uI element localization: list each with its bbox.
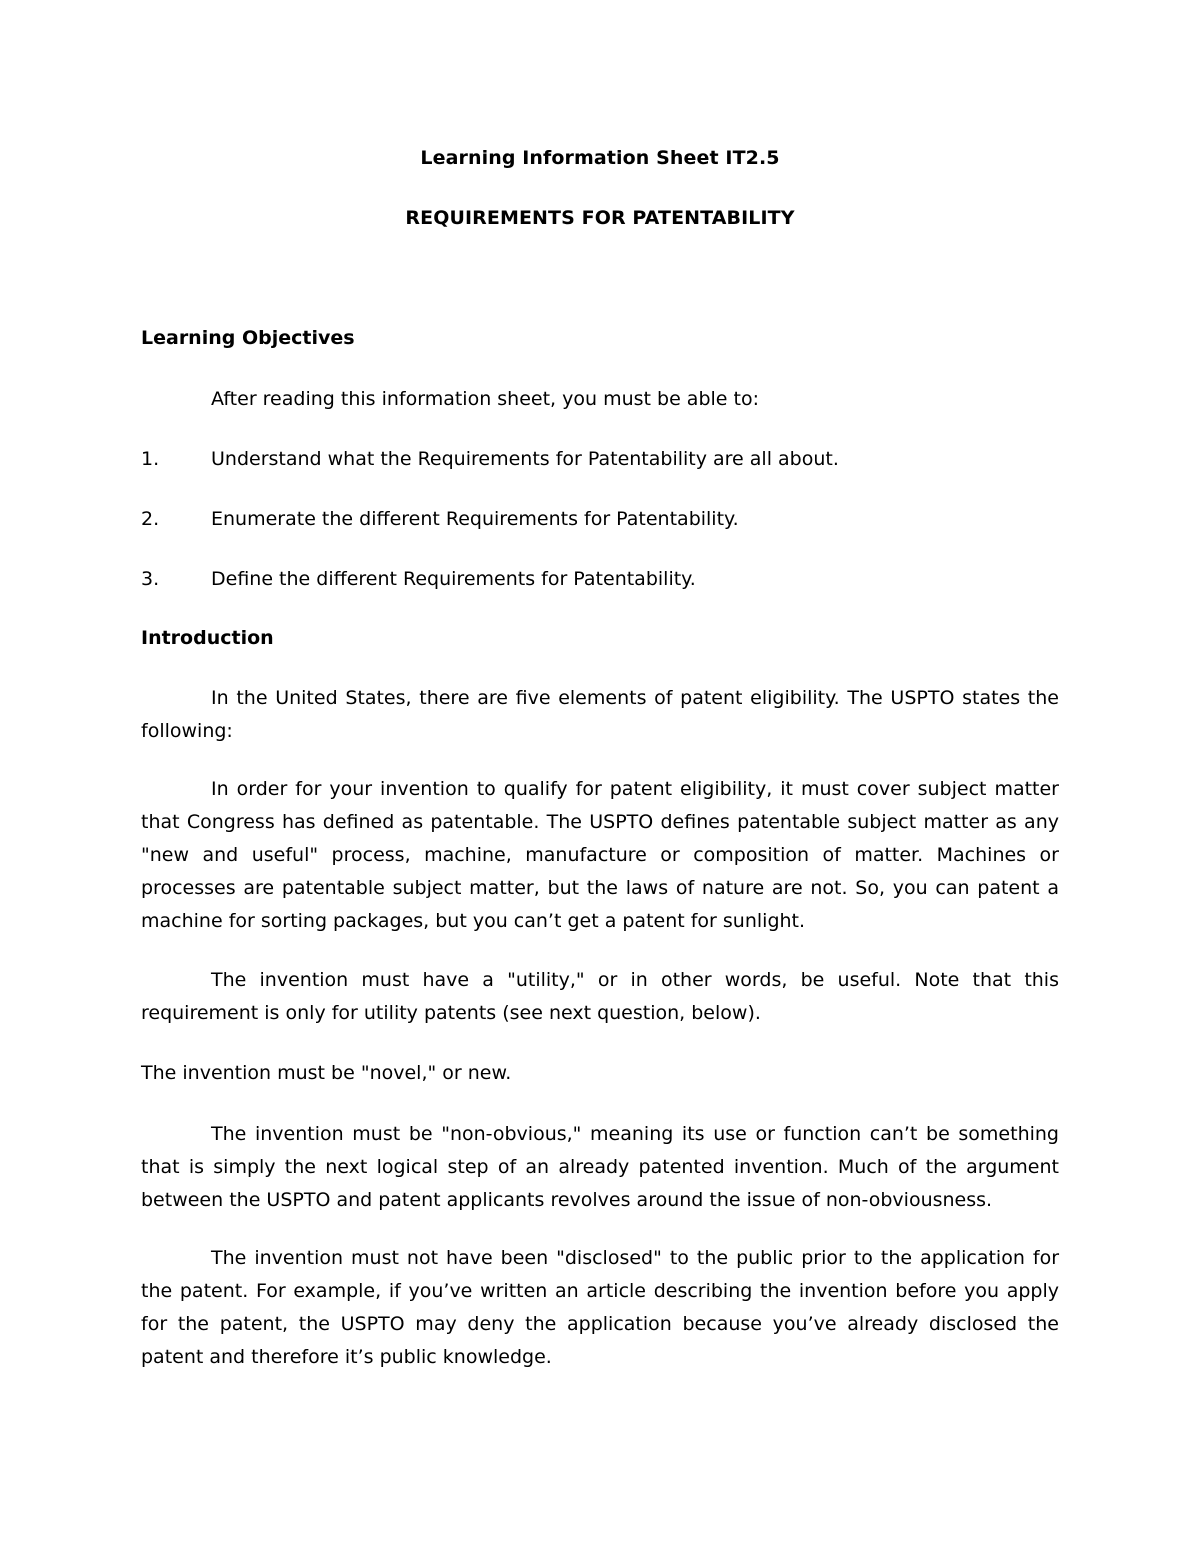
topic-title: REQUIREMENTS FOR PATENTABILITY [405, 207, 795, 229]
intro-paragraph-5: The invention must be "non-obvious," meaning its use or function can’t be something that is simply the next logical step of an already patented invention. Much of the argument between the USPTO and patent applicants revolves around the issue of non-obviousness. [141, 1123, 1059, 1211]
objective-number-1: 1. [141, 448, 160, 470]
intro-paragraph-1: In the United States, there are five elements of patent eligibility. The USPTO states the following: [141, 687, 1059, 742]
objective-text-3: Define the different Requirements for Patentability. [211, 568, 696, 590]
intro-paragraph-3: The invention must have a "utility," or in other words, be useful. Note that this requirement is only for utility patents (see next question, below). [141, 969, 1059, 1024]
intro-paragraph-4: The invention must be "novel," or new. [141, 1062, 512, 1084]
objective-number-2: 2. [141, 508, 160, 530]
intro-paragraph-2: In order for your invention to qualify for patent eligibility, it must cover subject matter that Congress has defined as patentable. The USPTO defines patentable subject matter as any "new and useful" process, machine, manufacture or composition of matter. Machines or processes are patentable subject matter, but the laws of nature are not. So, you can patent a machine for sorting packages, but you can’t get a patent for sunlight. [141, 778, 1059, 932]
objectives-heading: Learning Objectives [141, 327, 355, 349]
introduction-heading: Introduction [141, 627, 274, 649]
objective-number-3: 3. [141, 568, 160, 590]
objective-text-1: Understand what the Requirements for Patentability are all about. [211, 448, 839, 470]
objective-text-2: Enumerate the different Requirements for Patentability. [211, 508, 739, 530]
intro-paragraph-6: The invention must not have been "disclosed" to the public prior to the application for the patent. For example, if you’ve written an article describing the invention before you apply for the patent, the USPTO may deny the application because you’ve already disclosed the patent and therefore it’s public knowledge. [141, 1247, 1059, 1368]
sheet-title: Learning Information Sheet IT2.5 [420, 147, 780, 169]
objectives-intro: After reading this information sheet, you must be able to: [211, 388, 759, 410]
